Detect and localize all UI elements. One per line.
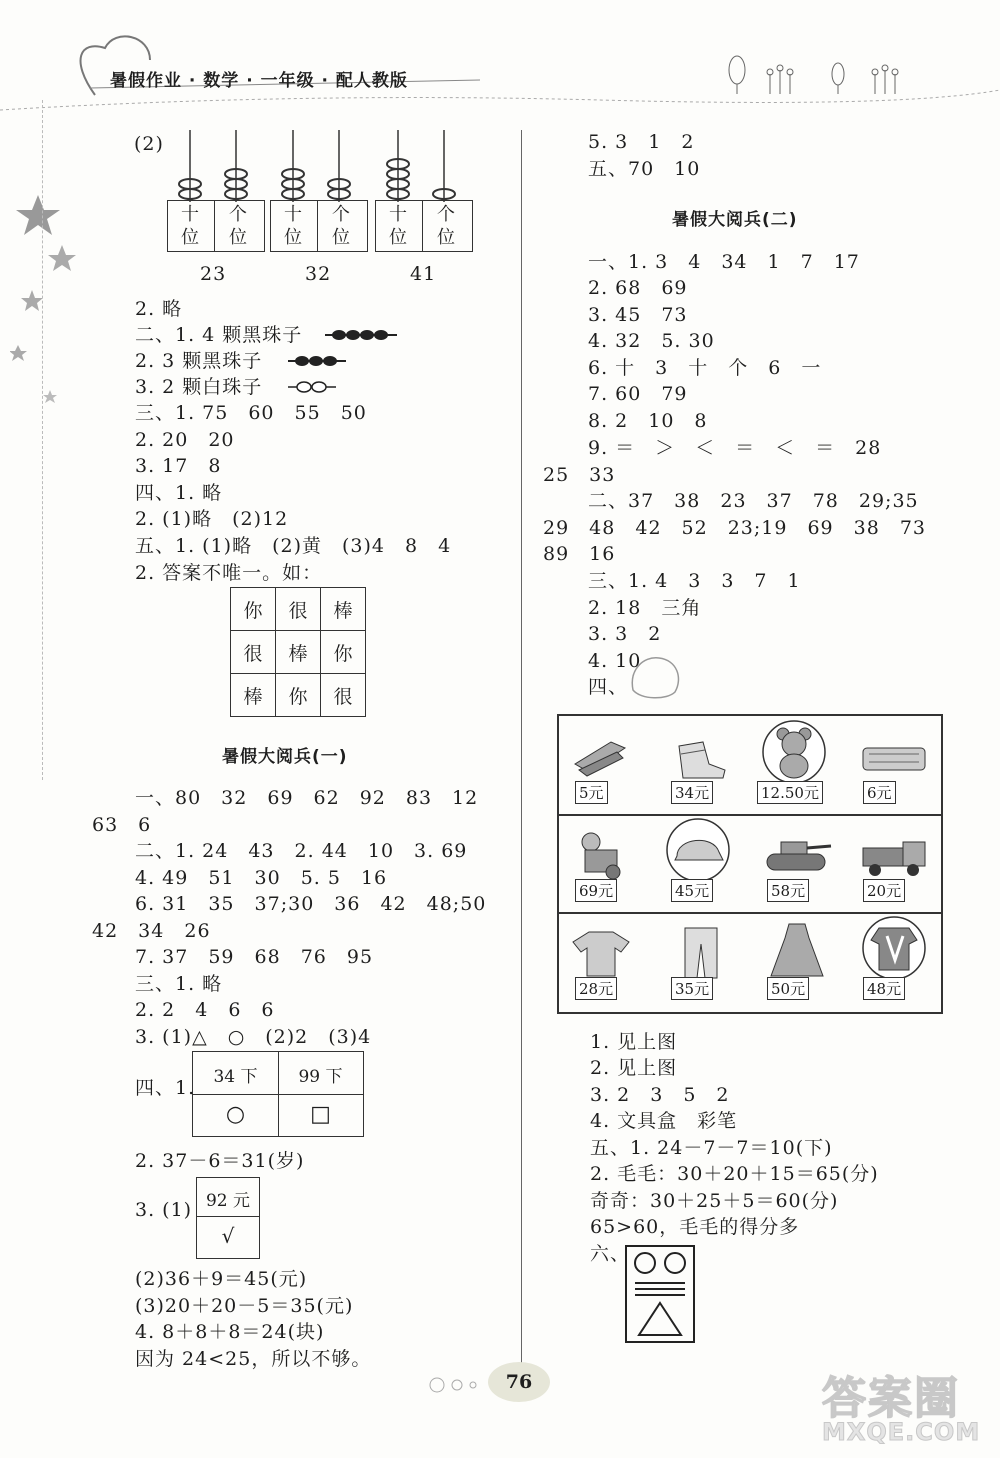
answer-line: 二、1. 4 颗黑珠子	[135, 324, 303, 346]
truck-icon	[859, 834, 931, 878]
answer-line: 因为 24<25，所以不够。	[135, 1348, 372, 1370]
dress-item	[751, 912, 847, 1004]
check-mark: √	[221, 1224, 235, 1248]
price-check-box	[196, 1177, 260, 1259]
answer-line: 2. 68 69	[588, 277, 688, 299]
answer-line: 三、1. 略	[135, 973, 223, 995]
price-grid	[557, 714, 943, 1014]
answer-line: 4. 49 51 30 5. 5 16	[135, 867, 388, 889]
answer-line: 3. 2 3 5 2	[590, 1084, 730, 1106]
teddy-bear-item	[751, 716, 847, 808]
answer-line: 2. 37－6＝31(岁)	[135, 1150, 305, 1172]
answer-line: 4. 32 5. 30	[588, 330, 715, 352]
answer-line: 六、	[590, 1243, 631, 1265]
answer-line: (3)20＋20－5＝35(元)	[135, 1295, 354, 1317]
price-tag: 6元	[863, 781, 896, 804]
grid-cell: 你	[276, 674, 321, 717]
answer-line: 3. (1)△ ○ (2)2 (3)4	[135, 1026, 372, 1048]
section-title: 暑假大阅兵(二)	[672, 210, 798, 230]
watermark-url: MXQE.COM	[822, 1418, 981, 1446]
robot-item	[559, 814, 655, 906]
page-number: 76	[488, 1362, 550, 1402]
left-margin-line	[42, 100, 43, 780]
answer-line: 8. 2 10 8	[588, 410, 708, 432]
stamp-icon	[625, 650, 685, 702]
section-title: 暑假大阅兵(一)	[222, 747, 348, 767]
answer-line: 42 34 26	[92, 920, 211, 942]
answer-line: 一、80 32 69 62 92 83 12	[135, 787, 479, 809]
grid-cell: 你	[321, 631, 366, 674]
grid-cell: 很	[231, 631, 276, 674]
truck-item	[847, 814, 943, 906]
answer-line: 奇奇：30＋25＋5＝60(分)	[590, 1190, 839, 1212]
cap-item	[655, 814, 751, 906]
answer-line: 6. 十 3 十 个 6 一	[588, 357, 822, 379]
pants-icon	[681, 924, 721, 980]
answer-line: 2. 答案不唯一。如：	[135, 562, 323, 584]
answer-line: 2. (1)略 (2)12	[135, 508, 289, 530]
table-head: 34 下	[213, 1067, 258, 1087]
answer-line: 五、1. (1)略 (2)黄 (3)4 8 4	[135, 535, 452, 557]
scarf-icon	[571, 734, 631, 778]
answer-line: (2)36＋9＝45(元)	[135, 1268, 308, 1290]
abacus-number: 32	[305, 263, 332, 285]
answer-line: 29 48 42 52 23;19 69 38 73	[543, 517, 926, 539]
answer-line: 四、1. 略	[135, 482, 223, 504]
price-tag: 35元	[671, 977, 713, 1000]
pencil-case-icon	[859, 740, 931, 776]
answer-line: 3. 17 8	[135, 455, 222, 477]
pencil-case-item	[847, 716, 943, 808]
price-tag: 50元	[767, 977, 809, 1000]
stars-decoration	[10, 190, 80, 420]
answer-line: 四、	[588, 676, 629, 698]
answer-line: 1. 见上图	[590, 1031, 678, 1053]
grid-cell: 棒	[321, 588, 366, 631]
circle-mark: ○	[225, 1102, 246, 1127]
scarf-item	[559, 716, 655, 808]
price-tag: 34元	[671, 781, 713, 804]
price-label: 92 元	[205, 1191, 251, 1211]
word-grid	[230, 587, 366, 717]
answer-line: 2. 3 颗黑珠子	[135, 350, 263, 372]
answer-line: 五、1. 24－7－7＝10(下)	[590, 1137, 833, 1159]
answer-line: 9. ＝ ＞ ＜ ＝ ＜ ＝ 28	[588, 437, 882, 459]
teddy-bear-icon	[759, 718, 829, 786]
answer-line: 6. 31 35 37;30 36 42 48;50	[135, 893, 487, 915]
answer-line: 4. 文具盒 彩笔	[590, 1110, 738, 1132]
sweater-item	[847, 912, 943, 1004]
price-tag: 28元	[575, 977, 617, 1000]
grid-cell: 棒	[276, 631, 321, 674]
price-tag: 48元	[863, 977, 905, 1000]
grid-cell: 你	[231, 588, 276, 631]
answer-line: 五、70 10	[588, 158, 701, 180]
shirt-icon	[571, 928, 631, 978]
price-tag: 20元	[863, 879, 905, 902]
face-figure	[625, 1245, 695, 1343]
answer-line: 63 6	[92, 814, 152, 836]
white-beads-2	[288, 377, 336, 397]
shoes-item	[655, 716, 751, 808]
tree-icon	[729, 56, 898, 94]
column-divider	[521, 130, 522, 1370]
answer-line: 二、37 38 23 37 78 29;35	[588, 490, 919, 512]
table-head: 99 下	[298, 1067, 343, 1087]
answer-line: 4. 8＋8＋8＝24(块)	[135, 1321, 325, 1343]
jump-table	[192, 1051, 364, 1137]
grid-cell: 棒	[231, 674, 276, 717]
answer-line: 2. 18 三角	[588, 597, 702, 619]
answer-line: 65>60，毛毛的得分多	[590, 1216, 800, 1238]
answer-line: 2. 20 20	[135, 429, 235, 451]
answer-line: 3. 45 73	[588, 304, 688, 326]
answer-line: 2. 2 4 6 6	[135, 999, 275, 1021]
price-tag: 69元	[575, 879, 617, 902]
square-mark: □	[310, 1102, 331, 1127]
price-tag: 5元	[575, 781, 608, 804]
answer-line: 89 16	[543, 543, 616, 565]
answer-line: 3. 2 颗白珠子	[135, 376, 263, 398]
shoes-icon	[673, 734, 729, 780]
abacus-number: 41	[410, 263, 437, 285]
tank-item	[751, 814, 847, 906]
price-tag: 45元	[671, 879, 713, 902]
abacus-number: 23	[200, 263, 227, 285]
cap-icon	[663, 816, 733, 884]
answer-line: 3. 3 2	[588, 623, 662, 645]
answer-line: 7. 37 59 68 76 95	[135, 946, 374, 968]
answer-line: 7. 60 79	[588, 383, 688, 405]
answer-line: 三、1. 75 60 55 50	[135, 402, 367, 424]
grid-cell: 很	[321, 674, 366, 717]
header-title: 暑假作业 · 数学 · 一年级 · 配人教版	[110, 71, 408, 91]
answer-line: 2. 见上图	[590, 1057, 678, 1079]
sweater-icon	[859, 914, 929, 982]
abacus-label: (2)	[134, 133, 164, 155]
answer-line: 三、1. 4 3 3 7 1	[588, 570, 801, 592]
robot-icon	[573, 828, 629, 880]
tank-icon	[761, 836, 835, 876]
answer-line: 四、1.	[135, 1077, 196, 1099]
price-tag: 12.50元	[757, 781, 823, 804]
answer-line: 一、1. 3 4 34 1 7 17	[588, 251, 860, 273]
watermark-logo: 答案圈	[822, 1373, 960, 1424]
answer-line: 3. (1)	[135, 1199, 193, 1221]
black-beads-4	[325, 325, 397, 345]
price-tag: 58元	[767, 879, 809, 902]
grid-cell: 很	[276, 588, 321, 631]
pants-item	[655, 912, 751, 1004]
black-beads-3	[288, 351, 346, 371]
answer-line: 25 33	[543, 464, 616, 486]
answer-line: 4. 10	[588, 650, 642, 672]
dress-icon	[769, 920, 825, 980]
answer-line: 二、1. 24 43 2. 44 10 3. 69	[135, 840, 468, 862]
shirt-item	[559, 912, 655, 1004]
answer-line: 2. 略	[135, 298, 183, 320]
answer-line: 2. 毛毛：30＋20＋15＝65(分)	[590, 1163, 879, 1185]
answer-line: 5. 3 1 2	[588, 131, 695, 153]
